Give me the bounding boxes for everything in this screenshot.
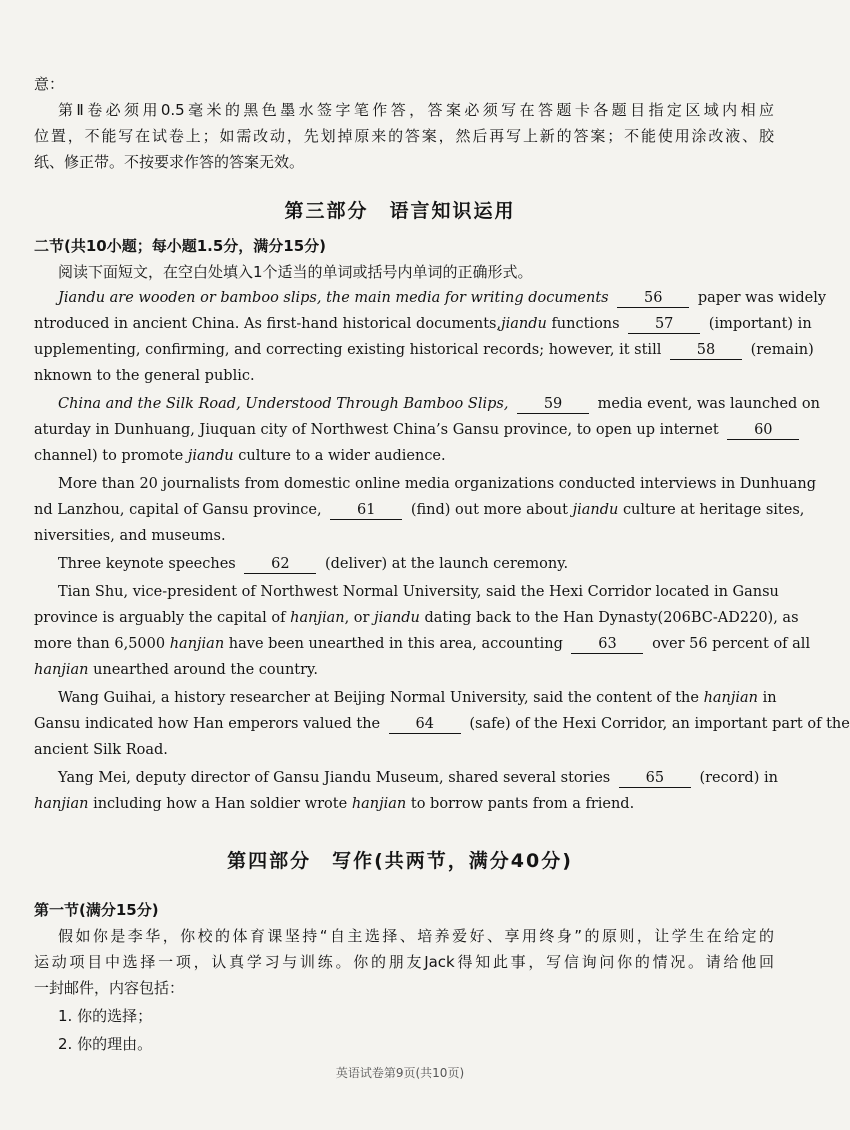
passage-line	[34, 314, 812, 334]
passage-italic: jiandu	[374, 610, 420, 626]
passage-text: (record) in	[699, 770, 778, 786]
passage-line	[34, 420, 774, 440]
passage-text: media event, was launched on	[597, 396, 820, 412]
passage-text: nd Lanzhou, capital of Gansu province,	[34, 502, 322, 518]
passage-text: channel) to promote	[34, 448, 184, 464]
passage-text: more than 6,5000	[34, 636, 166, 652]
passage-line	[58, 394, 820, 414]
passage-line: More than 20 journalists from domestic online media organizations conducted interviews in Dunhuang	[58, 476, 817, 492]
blank-58: 58	[670, 342, 742, 360]
blank-65: 65	[619, 770, 691, 788]
passage-text: ntroduced in ancient China. As first-hand historical documents,	[34, 316, 502, 332]
passage-line	[34, 446, 774, 466]
passage-text: dating back to the Han Dynasty(206BC-AD220), as	[424, 610, 799, 626]
blank-57: 57	[628, 316, 700, 334]
passage-text: (deliver) at the launch ceremony.	[324, 556, 569, 572]
part4-item-2: 2. 你的理由。	[58, 1035, 153, 1053]
instructions-line-3: 纸、修正带。不按要求作答的答案无效。	[34, 153, 305, 171]
part4-section: 第一节(满分15分)	[34, 901, 159, 919]
blank-59: 59	[517, 396, 589, 414]
passage-italic: hanjian	[290, 610, 345, 626]
page-footer: 英语试卷第9页(共10页)	[335, 1066, 465, 1080]
passage-line	[34, 634, 811, 654]
part3-section: 二节(共10小题；每小题1.5分，满分15分)	[34, 237, 327, 255]
blank-62: 62	[244, 556, 316, 574]
passage-italic: jiandu	[501, 316, 547, 332]
passage-text: upplementing, confirming, and correcting existing historical records; however, it still	[34, 342, 662, 358]
passage-italic: jiandu	[187, 448, 234, 464]
passage-text: paper was widely	[697, 290, 827, 306]
passage-italic: hanjian	[34, 796, 89, 812]
passage-text: (find) out more about	[410, 502, 568, 518]
instructions-head: 意：	[34, 75, 65, 93]
instructions-line-1: 第Ⅱ卷必须用0.5毫米的黑色墨水签字笔作答，答案必须写在答题卡各题目指定区域内相应	[58, 101, 774, 119]
passage-italic: hanjian	[351, 796, 407, 812]
passage-line	[58, 288, 827, 308]
passage-text: culture to a wider audience.	[238, 448, 446, 464]
part4-line-2: 运动项目中选择一项，认真学习与训练。你的朋友Jack得知此事，写信询问你的情况。请给他回	[34, 953, 774, 971]
passage-text: to borrow pants from a friend.	[410, 796, 635, 812]
passage-italic: hanjian	[34, 662, 89, 678]
part4-title: 第四部分 写作(共两节，满分40分)	[227, 850, 573, 872]
passage-text: (safe) of the Hexi Corridor, an important part of the	[469, 716, 850, 732]
passage-line	[34, 340, 814, 360]
passage-line	[34, 714, 850, 734]
passage-line	[34, 608, 799, 628]
passage-italic: China and the Silk Road, Understood Through Bamboo Slips,	[58, 396, 509, 412]
passage-text: Gansu indicated how Han emperors valued the	[34, 716, 381, 732]
passage-italic: hanjian	[703, 690, 759, 706]
passage-text: over 56 percent of all	[652, 636, 811, 652]
passage-text: , or	[344, 610, 370, 626]
passage-text: Yang Mei, deputy director of Gansu Jiandu Museum, shared several stories	[58, 770, 611, 786]
part3-direction: 阅读下面短文，在空白处填入1个适当的单词或括号内单词的正确形式。	[58, 263, 533, 281]
passage-text: province is arguably the capital of	[34, 610, 286, 626]
part4-line-3: 一封邮件，内容包括：	[34, 979, 185, 997]
part4-item-1: 1. 你的选择；	[58, 1007, 153, 1025]
passage-text: including how a Han soldier wrote	[93, 796, 348, 812]
passage-text: (remain)	[750, 342, 814, 358]
passage-text: Jiandu are wooden or bamboo slips, the main media for writing documents	[58, 290, 609, 306]
passage-text: (important) in	[708, 316, 812, 332]
passage-text: have been unearthed in this area, accounting	[228, 636, 563, 652]
passage-line	[58, 768, 778, 788]
passage-line	[34, 794, 774, 814]
passage-italic: hanjian	[169, 636, 225, 652]
blank-56: 56	[617, 290, 689, 308]
passage-line	[58, 688, 777, 708]
part4-line-1: 假如你是李华，你校的体育课坚持“自主选择、培养爱好、享用终身”的原则，让学生在给定的	[58, 927, 774, 945]
passage-line: Tian Shu, vice-president of Northwest Normal University, said the Hexi Corridor located in Gansu	[58, 584, 779, 600]
passage-text: in	[762, 690, 777, 706]
passage-italic: jiandu	[572, 502, 619, 518]
passage-text: aturday in Dunhuang, Jiuquan city of Northwest China’s Gansu province, to open up internet	[34, 422, 719, 438]
passage-text: Three keynote speeches	[58, 556, 236, 572]
blank-63: 63	[571, 636, 643, 654]
blank-64: 64	[389, 716, 461, 734]
blank-60: 60	[727, 422, 799, 440]
passage-text: functions	[551, 316, 620, 332]
passage-line: niversities, and museums.	[34, 528, 226, 544]
passage-line	[34, 500, 805, 520]
instructions-line-2: 位置，不能写在试卷上；如需改动，先划掉原来的答案，然后再写上新的答案；不能使用涂改液、胶	[34, 127, 774, 145]
passage-line	[34, 660, 774, 680]
passage-line: ancient Silk Road.	[34, 742, 168, 758]
part3-title: 第三部分 语言知识运用	[284, 200, 516, 222]
blank-61: 61	[330, 502, 402, 520]
passage-line	[58, 554, 774, 574]
passage-text: Wang Guihai, a history researcher at Beijing Normal University, said the content of the	[58, 690, 699, 706]
passage-line: nknown to the general public.	[34, 368, 255, 384]
passage-text: culture at heritage sites,	[622, 502, 805, 518]
passage-text: unearthed around the country.	[93, 662, 318, 678]
